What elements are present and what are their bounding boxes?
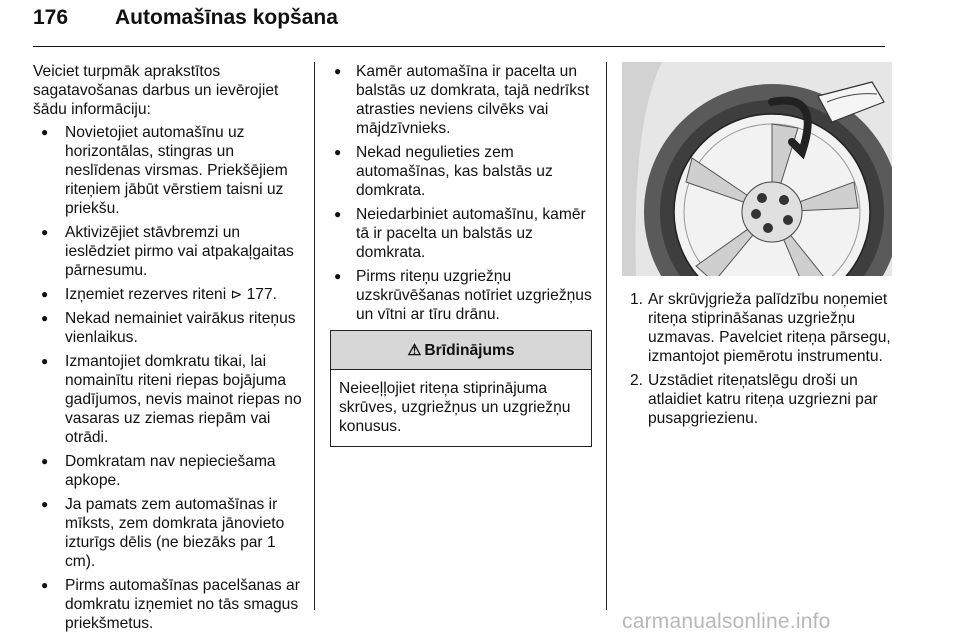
column-middle — [330, 62, 592, 447]
list-item: ● Aktivizējiet stāvbremzi un ieslēdziet pirmo vai atpakaļgaitas pārnesumu. — [33, 223, 305, 280]
column-divider — [314, 62, 315, 610]
instruction-steps — [622, 290, 894, 428]
preparation-list — [33, 123, 305, 633]
step-text: Uzstādiet riteņatslēgu droši un atlaidiet katru riteņa uzgriezni par pusapgriezienu. — [648, 372, 878, 427]
watermark: carmanualsonline.info — [622, 610, 831, 633]
step-number: 1. — [630, 291, 644, 308]
page-title: Automašīnas kopšana — [115, 6, 338, 29]
list-item: ● Izmantojiet domkratu tikai, lai nomainītu riteni riepas bojājuma gadījumos, nevis mainot riepas no vasaras uz ziemas riepām vai otrādi. — [33, 352, 305, 447]
column-right — [622, 62, 894, 433]
intro-paragraph: Veiciet turpmāk aprakstītos sagatavošanas darbus un ievērojiet šādu informāciju: — [33, 63, 279, 118]
list-item: ● Domkratam nav nepieciešama apkope. — [33, 452, 305, 490]
list-item: ● Neiedarbiniet automašīnu, kamēr tā ir pacelta un balstās uz domkrata. — [330, 205, 592, 262]
warning-heading: Brīdinājums — [424, 341, 515, 359]
list-item: ● Kamēr automašīna ir pacelta un balstās uz domkrata, tajā nedrīkst atrasties neviens cilvēks vai mājdzīvnieks. — [330, 62, 592, 138]
cross-reference-arrow-icon: ⊳ — [230, 286, 243, 302]
list-item — [33, 285, 305, 304]
column-divider — [606, 62, 607, 610]
list-item: ● Ja pamats zem automašīnas ir mīksts, zem domkrata jānovieto izturīgs dēlis (ne biezāks par 1 cm). — [33, 495, 305, 571]
cross-reference-page[interactable]: 177. — [246, 286, 277, 303]
step-number: 2. — [630, 372, 644, 389]
list-item: ● Pirms riteņu uzgriežņu uzskrūvēšanas notīriet uzgriežņus un vītni ar tīru drānu. — [330, 267, 592, 324]
list-item — [622, 371, 894, 428]
wheel-icon — [622, 62, 892, 276]
column-left — [33, 62, 305, 638]
list-item: ● Nekad negulieties zem automašīnas, kas balstās uz domkrata. — [330, 143, 592, 200]
wheel-cover-illustration — [622, 62, 892, 276]
page-number: 176 — [33, 6, 69, 29]
page-header — [33, 2, 885, 47]
list-item — [622, 290, 894, 366]
warning-triangle-icon: ⚠ — [407, 341, 422, 359]
step-text: Ar skrūvjgrieža palīdzību noņemiet riteņa stiprināšanas uzgriežņu uzmavas. Pavelciet riteņa pārsegu, izmantojot piemērotu instrumentu. — [648, 291, 891, 365]
list-item: ● Pirms automašīnas pacelšanas ar domkratu izņemiet no tās smagus priekšmetus. — [33, 576, 305, 633]
safety-list — [330, 62, 592, 324]
list-item-text: Izņemiet rezerves riteni — [65, 286, 227, 303]
list-item: ● Novietojiet automašīnu uz horizontālas, stingras un neslīdenas virsmas. Priekšējiem riteņiem jābūt vērstiem taisni uz priekšu. — [33, 123, 305, 218]
list-item: ● Nekad nemainiet vairākus riteņus vienlaikus. — [33, 309, 305, 347]
warning-box — [330, 330, 592, 447]
warning-header — [331, 331, 591, 370]
warning-text: Neieeļļojiet riteņa stiprinājuma skrūves, uzgriežņus un uzgriežņu konusus. — [339, 380, 571, 435]
